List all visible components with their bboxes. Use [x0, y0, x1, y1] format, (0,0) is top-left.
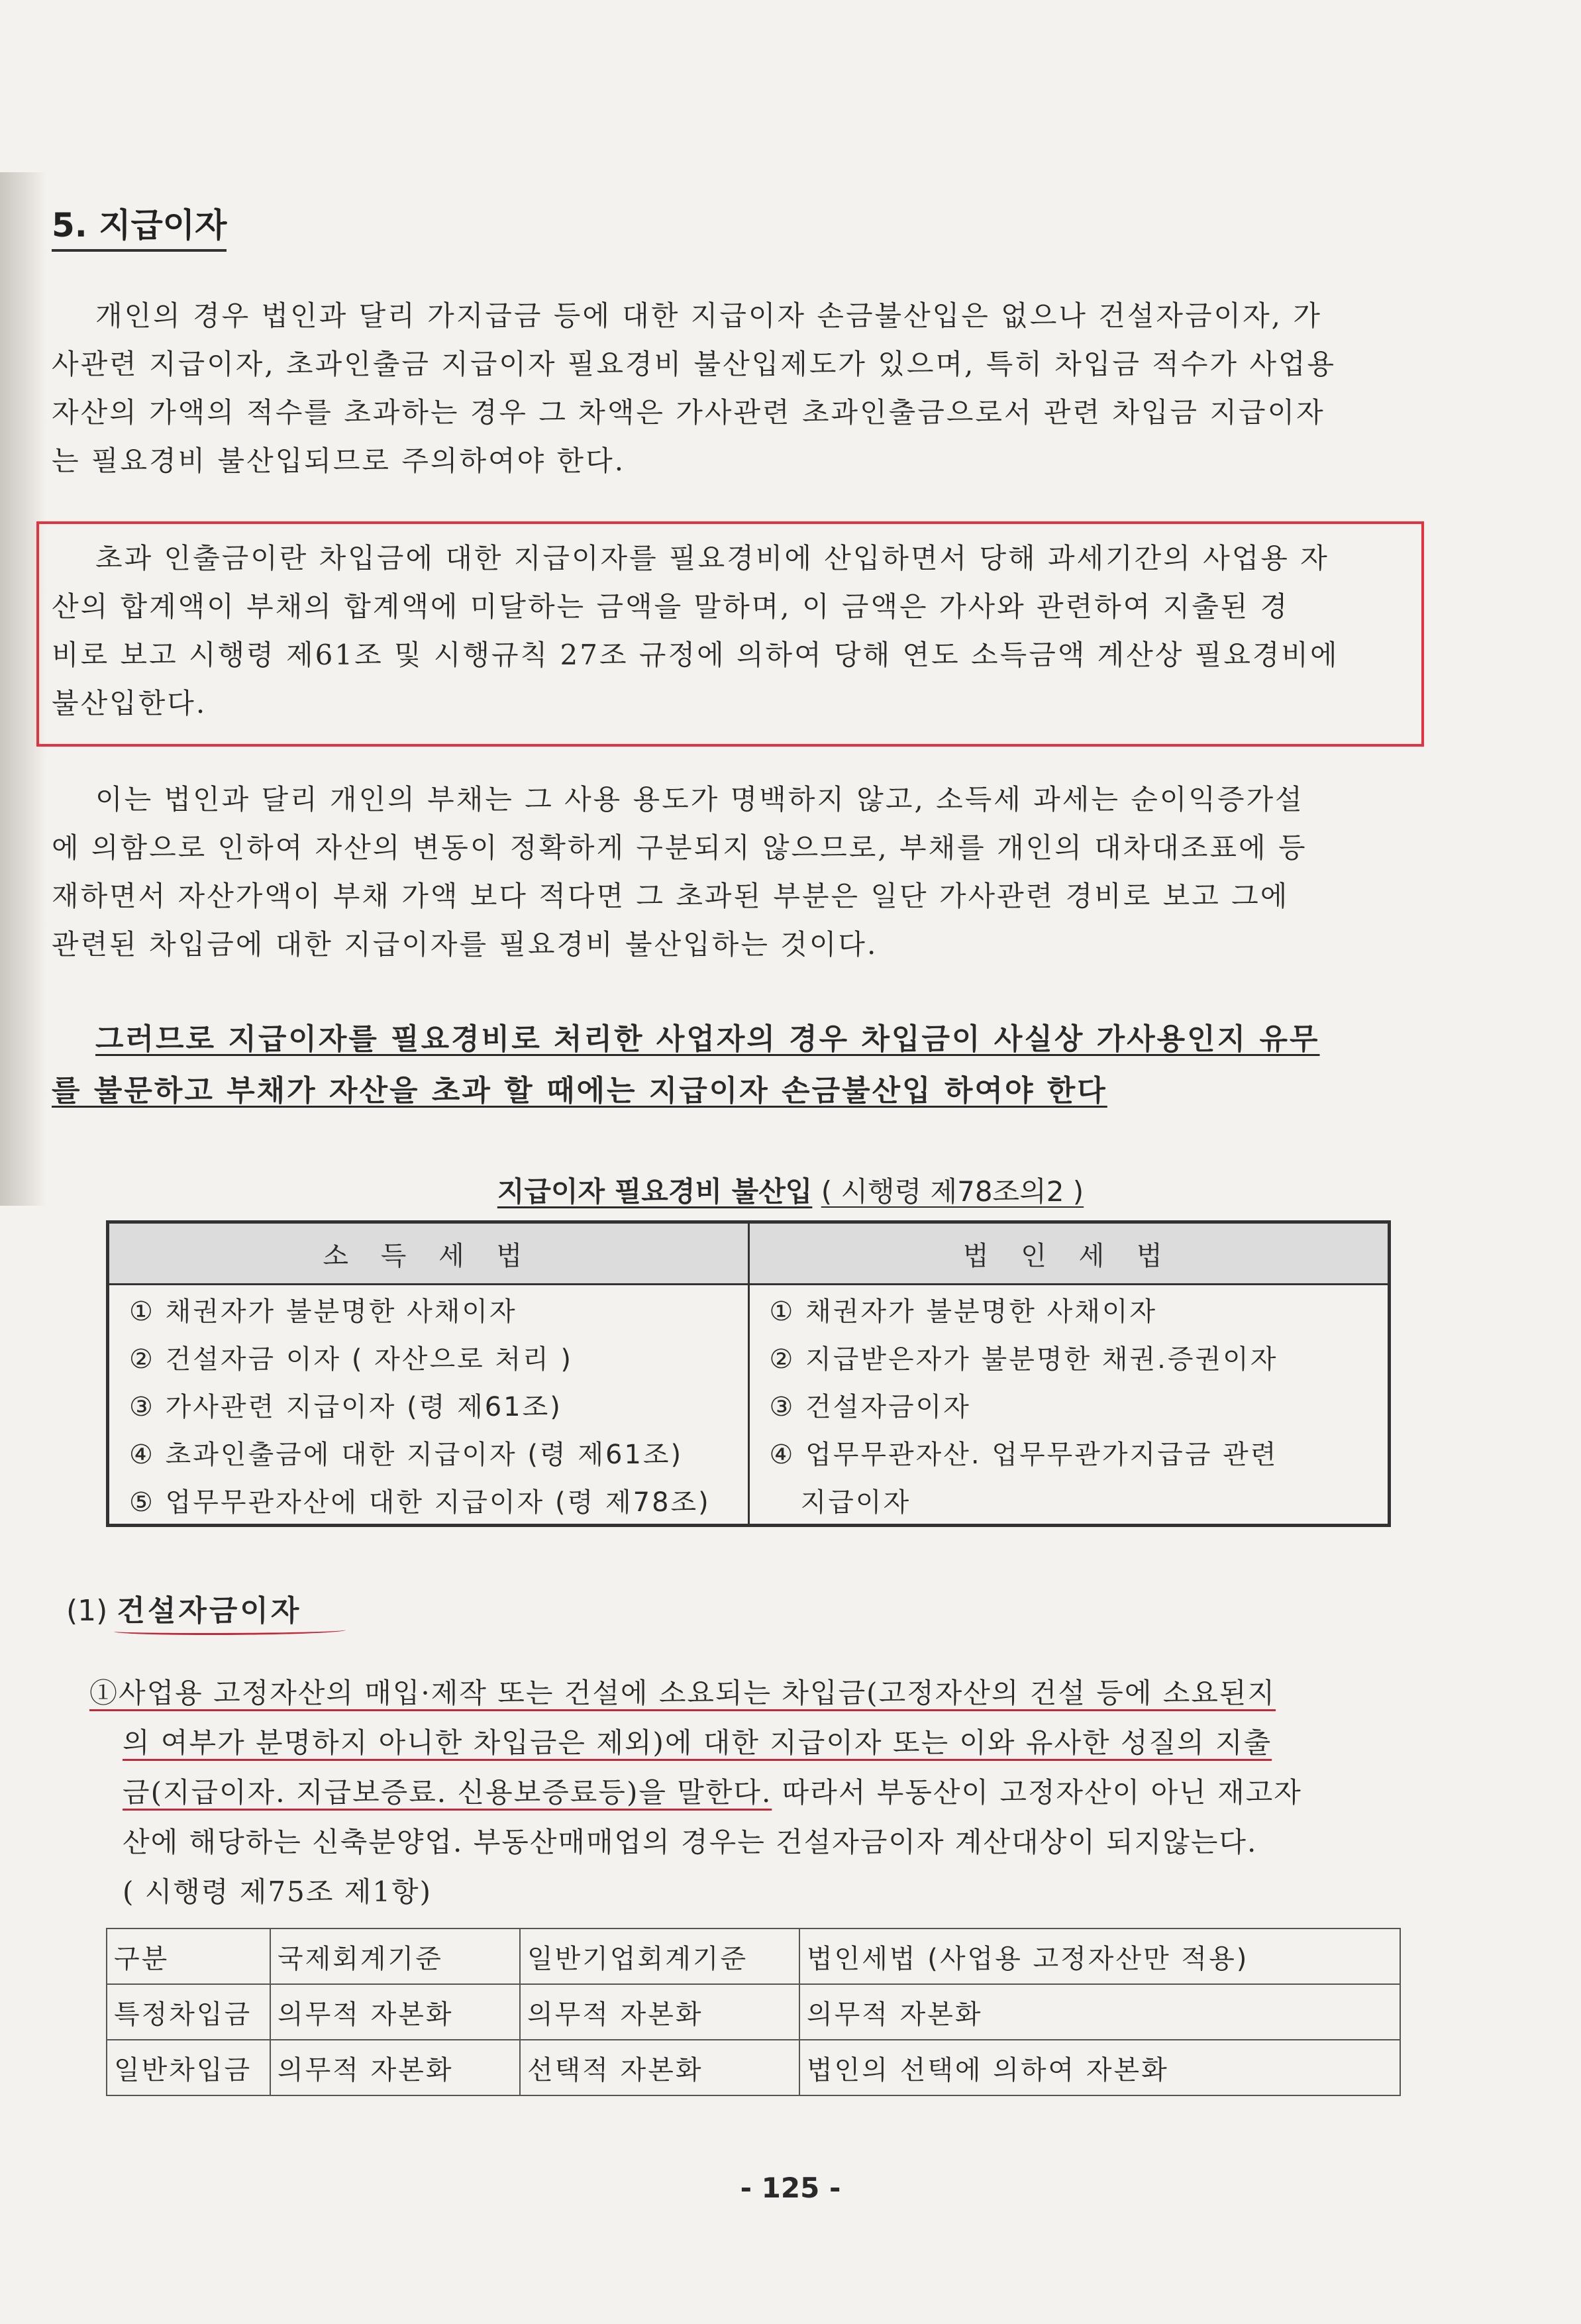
table-cell: 선택적 자본화 — [520, 2040, 799, 2095]
emphasis-line: 그러므로 지급이자를 필요경비로 처리한 사업자의 경우 차입금이 사실상 가사용인지 유무 — [95, 1022, 1320, 1056]
underlined-text: 금(지급이자. 지급보증료. 신용보증료등)을 말한다. — [123, 1776, 772, 1809]
table-cell: 의무적 자본화 — [520, 1984, 799, 2040]
table-row — [108, 1381, 1390, 1428]
paragraph-2 — [52, 534, 1416, 727]
page-number: - 125 - — [740, 2172, 841, 2204]
paragraph-text: 따라서 부동산이 고정자산이 아닌 재고자 — [772, 1776, 1302, 1809]
table-cell: ⑤ 업무무관자산에 대한 지급이자 (령 제78조) — [108, 1476, 749, 1526]
table-row — [107, 1928, 1400, 1984]
table-1-caption-main: 지급이자 필요경비 불산입 — [497, 1175, 813, 1208]
paragraph-line: 불산입한다. — [52, 687, 207, 719]
subsection-title: 건설자금이자 — [117, 1594, 302, 1628]
paragraph-line: 산의 합계액이 부채의 합계액에 미달하는 금액을 말하며, 이 금액은 가사와 관련하여 지출된 경 — [52, 590, 1290, 623]
paragraph-line: ①사업용 고정자산의 매입·제작 또는 건설에 소요되는 차입금(고정자산의 건설 등에 소요된지 — [89, 1677, 1276, 1709]
table-cell: 의무적 자본화 — [799, 1984, 1400, 2040]
table-cell: 일반기업회계기준 — [520, 1928, 799, 1984]
table-cell: ② 건설자금 이자 ( 자산으로 처리 ) — [108, 1333, 749, 1381]
table-cell: ④ 초과인출금에 대한 지급이자 (령 제61조) — [108, 1428, 749, 1476]
paragraph-line: 비로 보고 시행령 제61조 및 시행규칙 27조 규정에 의하여 당해 연도 소득금액 계산상 필요경비에 — [52, 639, 1339, 671]
table-row — [108, 1476, 1390, 1526]
paragraph-1 — [52, 291, 1416, 485]
table-cell: ③ 건설자금이자 — [769, 1391, 971, 1422]
paragraph-line: 의 여부가 분명하지 아니한 차입금은 제외)에 대한 지급이자 또는 이와 유사한 성질의 지출 — [123, 1726, 1272, 1759]
header-income-tax: 소 득 세 법 — [108, 1222, 749, 1285]
table-cell: ③ 가사관련 지급이자 (령 제61조) — [108, 1381, 749, 1428]
pen-underline — [114, 1626, 346, 1635]
table-cell: 지급이자 — [769, 1487, 911, 1518]
paragraph-4-emphasis — [52, 1014, 1416, 1117]
paragraph-line: 산에 해당하는 신축분양업. 부동산매매업의 경우는 건설자금이자 계산대상이 되지않는다. — [123, 1826, 1258, 1858]
paragraph-line: 관련된 차입금에 대한 지급이자를 필요경비 불산입하는 것이다. — [52, 928, 878, 961]
table-cell: ① 채권자가 불분명한 사채이자 — [769, 1296, 1158, 1327]
table-row — [108, 1333, 1390, 1381]
table-cell: 특정차입금 — [107, 1984, 270, 2040]
table-cell: 의무적 자본화 — [270, 2040, 520, 2095]
table-cell: ④ 업무무관자산. 업무무관가지급금 관련 — [769, 1439, 1278, 1470]
table-1-caption — [0, 1170, 1581, 1210]
paragraph-5 — [89, 1668, 1427, 1917]
table-cell: 법인의 선택에 의하여 자본화 — [799, 2040, 1400, 2095]
paragraph-line: 에 의함으로 인하여 자산의 변동이 정확하게 구분되지 않으므로, 부채를 개인의 대차대조표에 등 — [52, 831, 1307, 864]
table-row — [107, 2040, 1400, 2095]
paragraph-3 — [52, 775, 1416, 969]
table-row — [107, 1984, 1400, 2040]
table-cell: ② 지급받은자가 불분명한 채권.증권이자 — [769, 1344, 1278, 1375]
table-cell: 구분 — [107, 1928, 270, 1984]
paragraph-line: 재하면서 자산가액이 부채 가액 보다 적다면 그 초과된 부분은 일단 가사관련 경비로 보고 그에 — [52, 880, 1290, 912]
paragraph-line: 이는 법인과 달리 개인의 부채는 그 사용 용도가 명백하지 않고, 소득세 과세는 순이익증가설 — [95, 783, 1304, 816]
table-cell: 국제회계기준 — [270, 1928, 520, 1984]
capitalization-table — [106, 1928, 1401, 2096]
table-row — [108, 1428, 1390, 1476]
section-title: 5. 지급이자 — [52, 199, 227, 252]
paragraph-line: 자산의 가액의 적수를 초과하는 경우 그 차액은 가사관련 초과인출금으로서 관련 차입금 지급이자 — [52, 396, 1325, 429]
comparison-table — [106, 1220, 1391, 1527]
paragraph-line — [89, 1768, 1427, 1817]
table-cell: 의무적 자본화 — [270, 1984, 520, 2040]
paragraph-line: ( 시행령 제75조 제1항) — [123, 1875, 432, 1908]
table-row — [108, 1285, 1390, 1334]
emphasis-line: 를 불문하고 부채가 자산을 초과 할 때에는 지급이자 손금불산입 하여야 한다 — [52, 1074, 1107, 1108]
paragraph-line: 개인의 경우 법인과 달리 가지급금 등에 대한 지급이자 손금불산입은 없으나 건설자금이자, 가 — [95, 299, 1322, 332]
table-cell: ① 채권자가 불분명한 사채이자 — [108, 1285, 749, 1334]
paragraph-line: 는 필요경비 불산입되므로 주의하여야 한다. — [52, 445, 626, 477]
table-1-caption-sub: ( 시행령 제78조의2 ) — [821, 1175, 1084, 1208]
table-cell: 법인세법 (사업용 고정자산만 적용) — [799, 1928, 1400, 1984]
header-corporate-tax: 법 인 세 법 — [748, 1222, 1390, 1285]
subsection-heading — [66, 1587, 301, 1629]
paragraph-line: 초과 인출금이란 차입금에 대한 지급이자를 필요경비에 산입하면서 당해 과세기간의 사업용 자 — [95, 542, 1329, 574]
subsection-number: (1) — [66, 1594, 108, 1628]
table-cell: 일반차입금 — [107, 2040, 270, 2095]
table-header-row — [108, 1222, 1390, 1285]
paragraph-line: 사관련 지급이자, 초과인출금 지급이자 필요경비 불산입제도가 있으며, 특히 차입금 적수가 사업용 — [52, 348, 1337, 380]
